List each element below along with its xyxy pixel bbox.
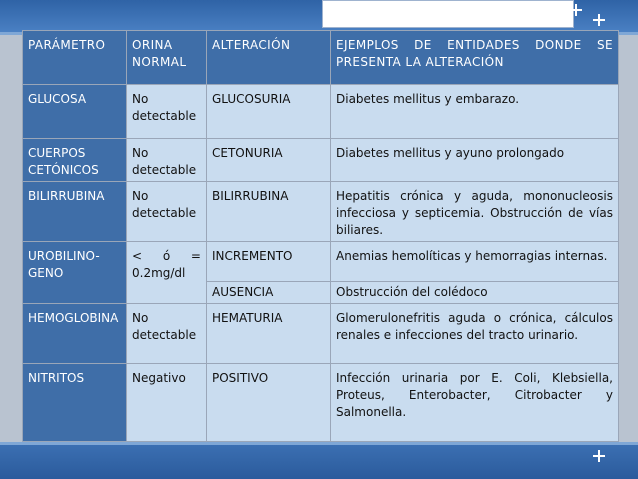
alteration-cell: HEMATURIA [207,304,331,364]
normal-cell: No detectable [127,139,207,182]
sparkle-icon [593,14,605,26]
param-cell: CUERPOS CETÓNICOS [23,139,127,182]
normal-cell: No detectable [127,182,207,242]
param-cell: HEMOGLOBINA [23,304,127,364]
header-cell: PARÁMETRO [23,31,127,85]
table-row [23,85,619,139]
alteration-cell: CETONURIA [207,139,331,182]
example-cell: Anemias hemolíticas y hemorragias internas. [331,242,619,282]
bottom-banner [0,445,638,479]
normal-cell: < ó = 0.2mg/dl [127,242,207,304]
alteration-cell: BILIRRUBINA [207,182,331,242]
table-row [23,139,619,182]
header-cell: ALTERACIÓN [207,31,331,85]
table-row [23,182,619,242]
example-cell: Hepatitis crónica y aguda, mononucleosis infecciosa y septicemia. Obstrucción de vías biliares. [331,182,619,242]
sparkle-icon [593,450,605,462]
table-row [23,364,619,442]
table-row [23,304,619,364]
normal-cell: No detectable [127,85,207,139]
table-row [23,242,619,282]
alteration-cell: AUSENCIA [207,282,331,304]
normal-cell: Negativo [127,364,207,442]
example-cell: Infección urinaria por E. Coli, Klebsiella, Proteus, Enterobacter, Citrobacter y Salmonella. [331,364,619,442]
title-placeholder-bar [322,0,574,28]
alteration-cell: POSITIVO [207,364,331,442]
header-cell: ORINA NORMAL [127,31,207,85]
alteration-cell: GLUCOSURIA [207,85,331,139]
param-cell: GLUCOSA [23,85,127,139]
header-row [23,31,619,85]
param-cell: BILIRRUBINA [23,182,127,242]
header-cell: EJEMPLOS DE ENTIDADES DONDE SE PRESENTA LA ALTERACIÓN [331,31,619,85]
param-cell: UROBILINO-GENO [23,242,127,304]
sparkle-icon [570,4,582,16]
example-cell: Glomerulonefritis aguda o crónica, cálculos renales e infecciones del tracto urinario. [331,304,619,364]
urinalysis-table [22,30,619,442]
example-cell: Diabetes mellitus y embarazo. [331,85,619,139]
param-cell: NITRITOS [23,364,127,442]
normal-cell: No detectable [127,304,207,364]
example-cell: Obstrucción del colédoco [331,282,619,304]
example-cell: Diabetes mellitus y ayuno prolongado [331,139,619,182]
alteration-cell: INCREMENTO [207,242,331,282]
